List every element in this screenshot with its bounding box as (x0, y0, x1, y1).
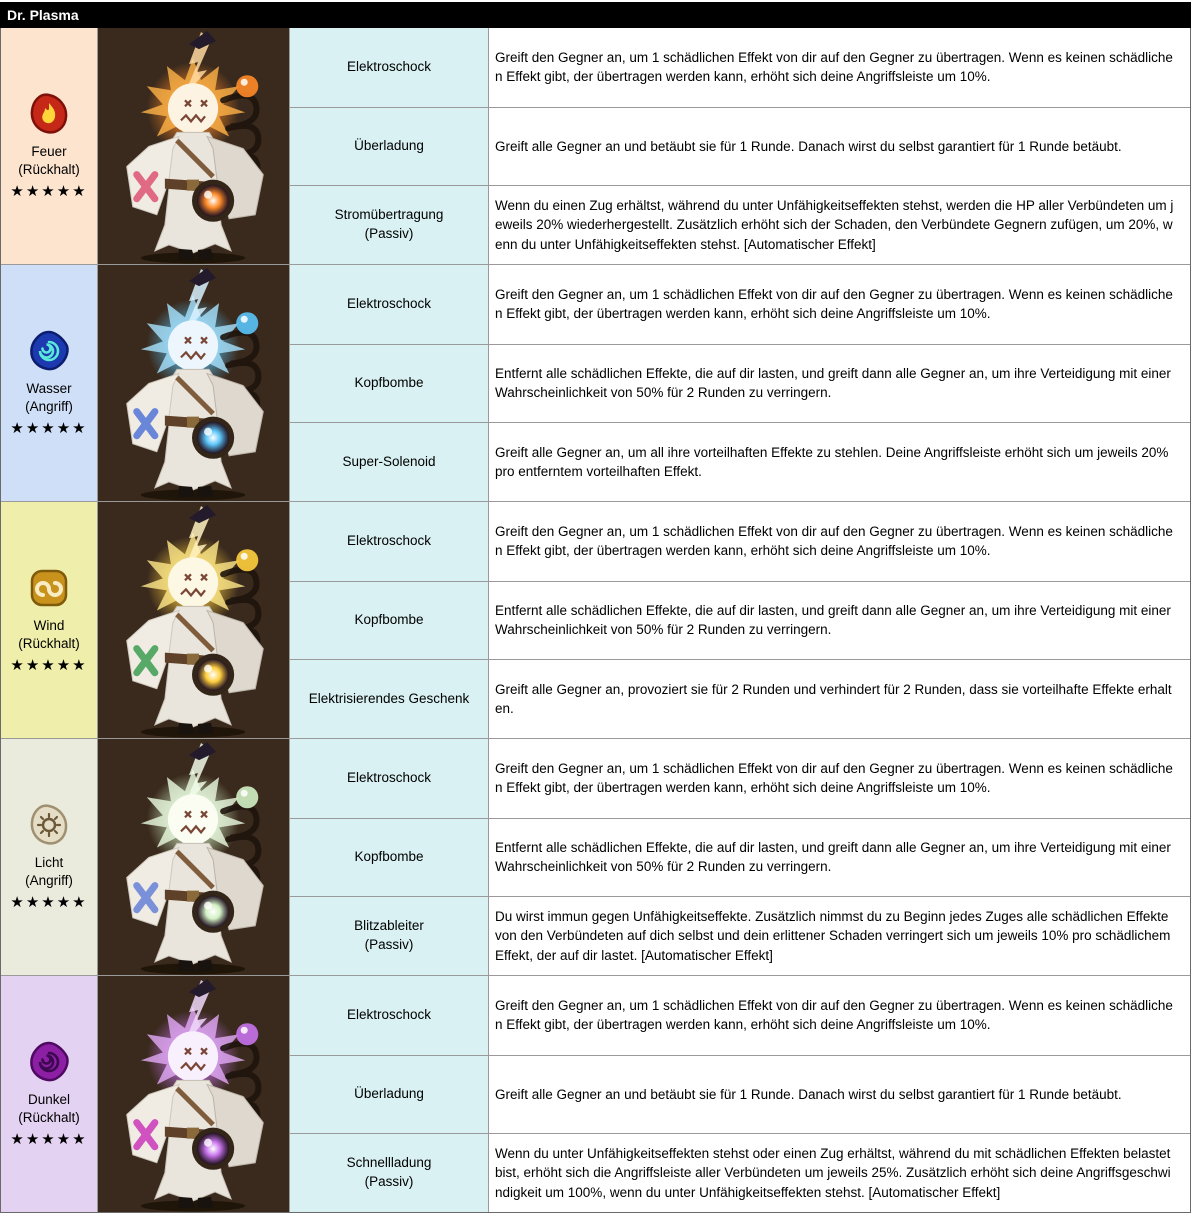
light-element-icon (27, 803, 71, 847)
element-cell-dunkel (1, 976, 97, 1212)
star-rating: ★★★★★ (10, 657, 88, 675)
character-art (98, 28, 289, 264)
skill-name-text: Elektroschock (346, 769, 432, 785)
element-role: (Rückhalt) (18, 162, 80, 178)
element-name: Wasser (26, 380, 72, 396)
star-rating: ★★★★★ (10, 183, 88, 201)
skill-name-text: Elektroschock (346, 295, 432, 311)
skill-description (488, 659, 1190, 738)
element-name: Wind (33, 617, 65, 633)
fire-element-icon (27, 92, 71, 136)
skill-description-text: Greift den Gegner an, um 1 schädlichen Effekt von dir auf den Gegner zu übertragen. Wenn es keinen schädlichen Effekt gibt, der übertragen werden kann, erhöht sich deine Angriffsleiste um 10%. (495, 523, 1173, 559)
element-role: (Angriff) (25, 873, 73, 889)
skill-name-text: Überladung (354, 1086, 424, 1102)
skill-name-text: Kopfbombe (354, 375, 424, 391)
character-image-licht (97, 739, 290, 975)
skill-description-text: Greift den Gegner an, um 1 schädlichen Effekt von dir auf den Gegner zu übertragen. Wenn es keinen schädlichen Effekt gibt, der übertragen werden kann, erhöht sich deine Angriffsleiste um 10%. (495, 997, 1173, 1033)
skill-name (290, 265, 488, 344)
skill-name (290, 739, 488, 818)
skill-name-text: Elektrisierendes Geschenk (308, 690, 470, 706)
skill-name-text: Elektroschock (346, 532, 432, 548)
skill-name (290, 581, 488, 660)
skill-name-text: Kopfbombe (354, 612, 424, 628)
section-wind (1, 501, 1190, 738)
skill-name-text: Elektroschock (346, 1006, 432, 1022)
skill-name-text: Kopfbombe (354, 849, 424, 865)
skill-name-text: Super-Solenoid (342, 453, 436, 469)
star-rating: ★★★★★ (10, 1131, 88, 1149)
skill-name-text: Schnellladung (346, 1155, 432, 1171)
skill-name-sub: (Passiv) (364, 937, 414, 953)
water-element-icon (27, 329, 71, 373)
element-cell-licht (1, 739, 97, 975)
skill-description (488, 1055, 1190, 1134)
page-title (0, 2, 1191, 28)
skill-description-text: Greift alle Gegner an und betäubt sie für 1 Runde. Danach wirst du selbst garantiert für 1 Runde betäubt. (495, 138, 1122, 154)
section-feuer (1, 28, 1190, 264)
skill-name (290, 659, 488, 738)
element-role: (Rückhalt) (18, 1110, 80, 1126)
character-image-feuer (97, 28, 290, 264)
skill-table (0, 28, 1191, 1213)
character-art (98, 265, 289, 501)
skill-description-text: Du wirst immun gegen Unfähigkeitseffekte. Zusätzlich nimmst du zu Beginn jedes Zuges alle schädlichen Effekte von den Verbündeten auf dich selbst und dein erlittener Schaden verringert sich um jeweils 10% pro schädlichem Effekt, der auf dir lastet. [Automatischer Effekt] (495, 908, 1171, 963)
character-image-dunkel (97, 976, 290, 1212)
element-role: (Rückhalt) (18, 636, 80, 652)
skill-name (290, 28, 488, 107)
skill-name-sub: (Passiv) (364, 226, 414, 242)
skill-description-text: Wenn du einen Zug erhältst, während du unter Unfähigkeitseffekten stehst, werden die HP aller Verbündeten um jeweils 20% wiederhergestellt. Zusätzlich erhöht sich der Schaden, den Verbündete Gegnern zufügen, um 20%, wenn du unter Unfähigkeitseffekten stehst. [Automatischer Effekt] (495, 197, 1174, 252)
section-licht (1, 738, 1190, 975)
skill-description (488, 185, 1190, 264)
skill-description (488, 739, 1190, 818)
skill-description (488, 502, 1190, 581)
element-name: Dunkel (27, 1091, 71, 1107)
character-image-wind (97, 502, 290, 738)
section-dunkel (1, 975, 1190, 1212)
skill-description (488, 265, 1190, 344)
character-art (98, 739, 289, 975)
skill-name (290, 818, 488, 897)
monster-sheet (0, 2, 1191, 1213)
skill-name-text: Stromübertragung (334, 207, 444, 223)
skill-description (488, 1133, 1190, 1212)
skill-description (488, 28, 1190, 107)
star-rating: ★★★★★ (10, 894, 88, 912)
skill-name (290, 1055, 488, 1134)
element-cell-wind (1, 502, 97, 738)
character-art (98, 502, 289, 738)
skill-description-text: Greift alle Gegner an und betäubt sie für 1 Runde. Danach wirst du selbst garantiert für 1 Runde betäubt. (495, 1086, 1122, 1102)
skill-name (290, 896, 488, 975)
skill-description (488, 422, 1190, 501)
star-rating: ★★★★★ (10, 420, 88, 438)
skill-name-text: Überladung (354, 138, 424, 154)
element-cell-feuer (1, 28, 97, 264)
skill-name (290, 976, 488, 1055)
character-image-wasser (97, 265, 290, 501)
skill-description (488, 581, 1190, 660)
skill-description-text: Greift den Gegner an, um 1 schädlichen Effekt von dir auf den Gegner zu übertragen. Wenn es keinen schädlichen Effekt gibt, der übertragen werden kann, erhöht sich deine Angriffsleiste um 10%. (495, 49, 1173, 85)
skill-name (290, 1133, 488, 1212)
skill-description (488, 818, 1190, 897)
skill-name (290, 344, 488, 423)
wind-element-icon (27, 566, 71, 610)
section-wasser (1, 264, 1190, 501)
skill-description-text: Wenn du unter Unfähigkeitseffekten stehst oder einen Zug erhältst, während du mit schädlichen Effekten belastet bist, erhöht sich die Angriffsleiste aller Verbündeten um jeweils 25%. Zusätzlich erhöht sich deine Angriffsgeschwindigkeit um 100%, wenn du unter Unfähigkeitseffekten stehst. [Automatischer Effekt] (495, 1145, 1171, 1200)
skill-name (290, 107, 488, 186)
element-name: Feuer (31, 143, 67, 159)
element-role: (Angriff) (25, 399, 73, 415)
character-art (98, 976, 289, 1212)
skill-name (290, 185, 488, 264)
skill-description-text: Greift den Gegner an, um 1 schädlichen Effekt von dir auf den Gegner zu übertragen. Wenn es keinen schädlichen Effekt gibt, der übertragen werden kann, erhöht sich deine Angriffsleiste um 10%. (495, 286, 1173, 322)
element-name: Licht (34, 854, 64, 870)
page-title-text: Dr. Plasma (7, 7, 79, 23)
skill-description-text: Entfernt alle schädlichen Effekte, die auf dir lasten, und greift dann alle Gegner an, um ihre Verteidigung mit einer Wahrscheinlichkeit von 50% für 2 Runden zu verringern. (495, 602, 1171, 638)
skill-name-sub: (Passiv) (364, 1174, 414, 1190)
dark-element-icon (27, 1040, 71, 1084)
skill-description-text: Greift alle Gegner an, provoziert sie für 2 Runden und verhindert für 2 Runden, dass sie vorteilhafte Effekte erhalten. (495, 681, 1172, 717)
skill-description-text: Greift alle Gegner an, um all ihre vorteilhaften Effekte zu stehlen. Deine Angriffsleiste erhöht sich um jeweils 20% pro entferntem vorteilhaften Effekt. (495, 444, 1169, 480)
skill-description-text: Entfernt alle schädlichen Effekte, die auf dir lasten, und greift dann alle Gegner an, um ihre Verteidigung mit einer Wahrscheinlichkeit von 50% für 2 Runden zu verringern. (495, 839, 1171, 875)
skill-name-text: Blitzableiter (354, 918, 424, 934)
skill-description (488, 344, 1190, 423)
skill-name-text: Elektroschock (346, 58, 432, 74)
skill-name (290, 502, 488, 581)
skill-description (488, 107, 1190, 186)
skill-description-text: Greift den Gegner an, um 1 schädlichen Effekt von dir auf den Gegner zu übertragen. Wenn es keinen schädlichen Effekt gibt, der übertragen werden kann, erhöht sich deine Angriffsleiste um 10%. (495, 760, 1173, 796)
skill-description (488, 896, 1190, 975)
element-cell-wasser (1, 265, 97, 501)
skill-description (488, 976, 1190, 1055)
skill-name (290, 422, 488, 501)
skill-description-text: Entfernt alle schädlichen Effekte, die auf dir lasten, und greift dann alle Gegner an, um ihre Verteidigung mit einer Wahrscheinlichkeit von 50% für 2 Runden zu verringern. (495, 365, 1171, 401)
